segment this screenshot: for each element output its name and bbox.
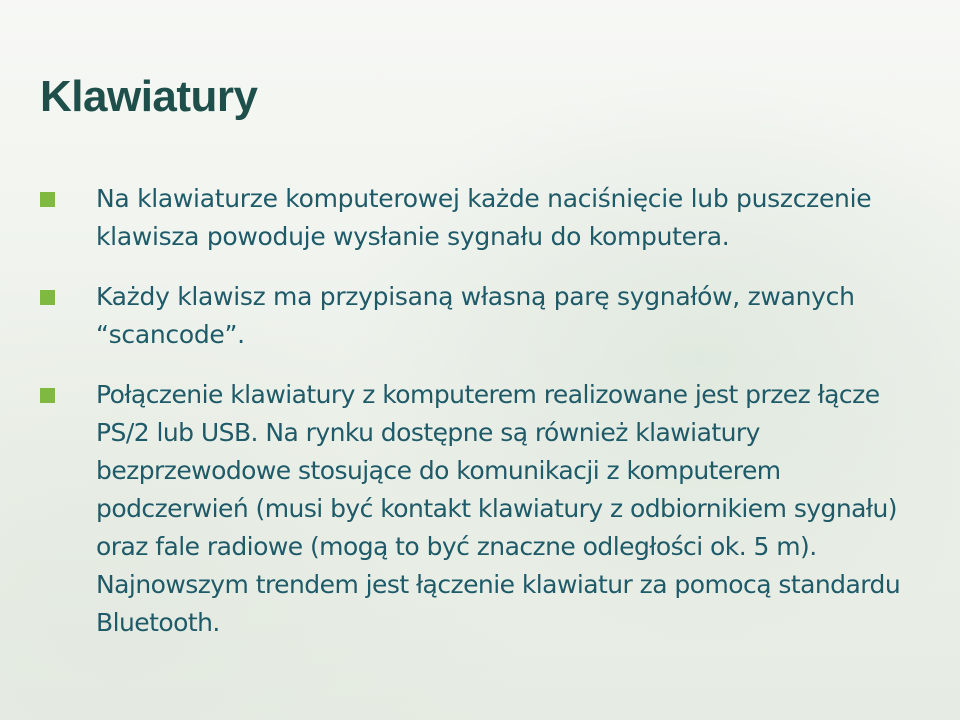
bullet-item [40, 180, 930, 256]
bullet-text: Połączenie klawiatury z komputerem realizowane jest przez łącze PS/2 lub USB. Na rynku dostępne są również klawiatury bezprzewodowe stosujące do komunikacji z komputerem podczerwień (musi być kontakt klawiatury z odbiornikiem sygnału) oraz fale radiowe (mogą to być znaczne odległości ok. 5 m). Najnowszym trendem jest łączenie klawiatur za pomocą standardu Bluetooth. [96, 380, 901, 637]
green-square-bullet-icon [40, 388, 55, 403]
green-square-bullet-icon [40, 192, 55, 207]
slide-title: Klawiatury [40, 72, 258, 121]
bullet-item [40, 376, 930, 642]
bullet-text: Każdy klawisz ma przypisaną własną parę sygnałów, zwanych “scancode”. [96, 282, 855, 349]
bullet-list [40, 180, 930, 664]
bullet-text: Na klawiaturze komputerowej każde naciśnięcie lub puszczenie klawisza powoduje wysłanie sygnału do komputera. [96, 184, 872, 251]
bullet-item [40, 278, 930, 354]
green-square-bullet-icon [40, 290, 55, 305]
